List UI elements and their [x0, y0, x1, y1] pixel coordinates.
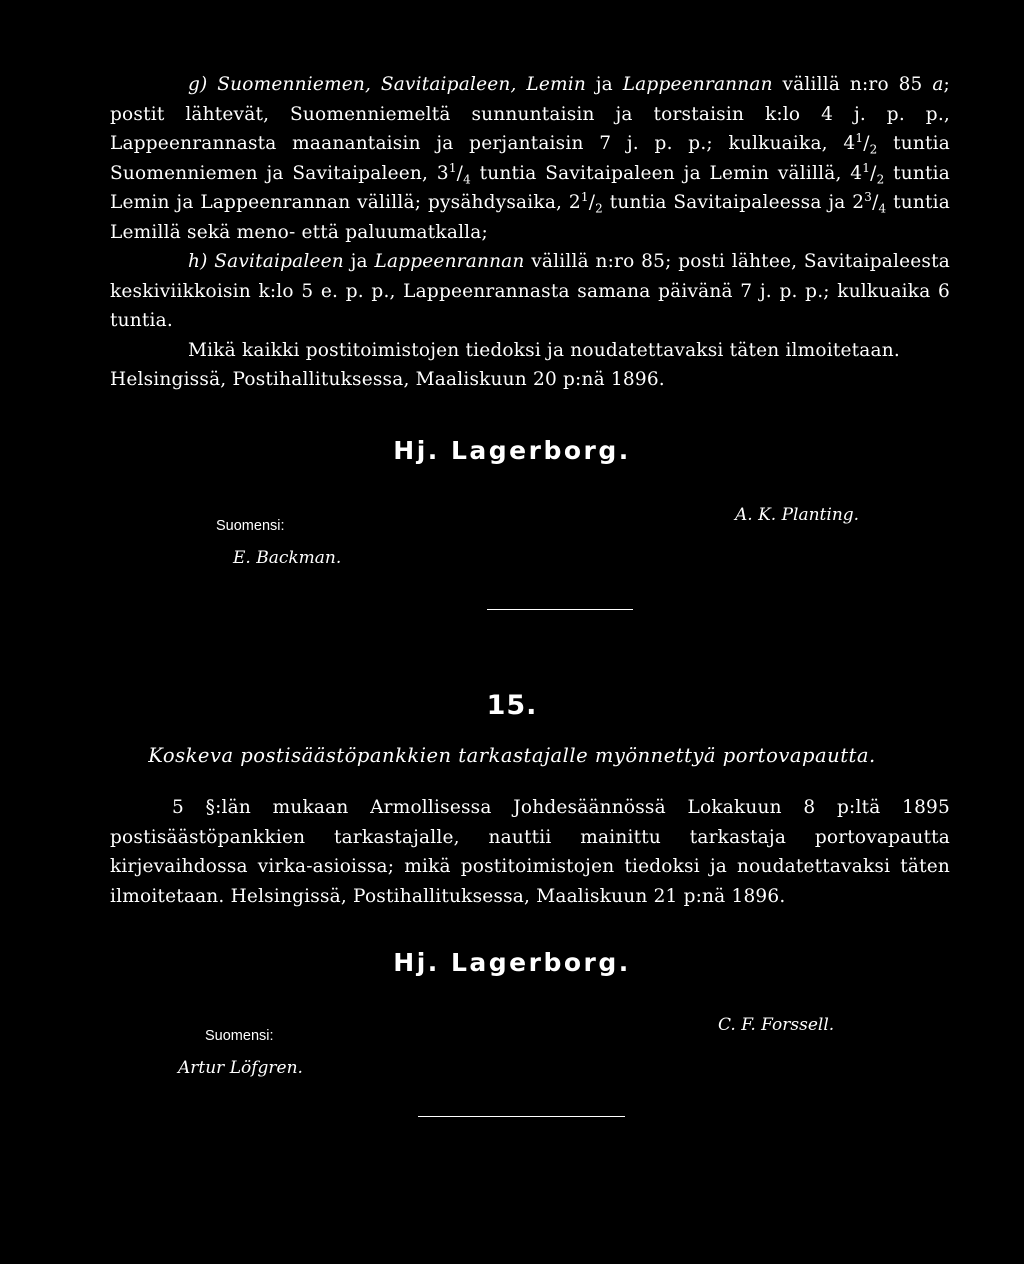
signature-lagerborg-2: Hj. Lagerborg. [393, 948, 631, 977]
section-g-label: g) [188, 74, 208, 95]
cosigner-name-2: C. F. Forssell. [718, 1015, 835, 1035]
section-h-route-start: Savitaipaleen [214, 251, 344, 272]
section-heading: Koskeva postisäästöpankkien tarkastajalle myönnettyä portovapautta. [148, 744, 876, 767]
section-g-text: ja [585, 74, 623, 95]
translator-name-1: E. Backman. [233, 548, 342, 568]
section-15-paragraph: 5 §:län mukaan Armollisessa Johdesäännössä Lokakuun 8 p:ltä 1895 postisäästöpankkien tarkastajalle, nauttii mainittu tarkastaja portovapautta kirjevaihdossa virka-asioissa; mikä postitoimistojen tiedoksi ja noudatettavaksi täten ilmoitetaan. Helsingissä, Postihallituksessa, Maaliskuun 21 p:nä 1896. [110, 797, 950, 907]
section-g-route-end: Lappeenrannan [622, 74, 773, 95]
separator-rule-1 [487, 609, 633, 610]
section-g-text: tuntia Suomenniemen ja Savitaipaleen, 3 [110, 133, 950, 184]
section-h-paragraph [110, 247, 950, 336]
separator-rule-2 [418, 1116, 625, 1117]
fraction-denominator: 4 [463, 172, 471, 187]
fraction-denominator: 2 [869, 142, 878, 157]
translator-label-2: Suomensi: [205, 1028, 274, 1044]
translator-label-1: Suomensi: [216, 518, 285, 534]
section-h-label: h) [188, 251, 208, 272]
section-15-body [110, 793, 950, 911]
fraction-numerator: 1 [448, 160, 457, 175]
section-g-text: tuntia Savitaipaleessa ja 2 [603, 192, 865, 213]
section-g-text: tuntia Lemin ja Lappeenrannan välillä; pysähdysaika, 2 [110, 162, 950, 213]
section-g-text: tuntia Savitaipaleen ja Lemin välillä, 4 [470, 162, 863, 184]
document-page [110, 70, 950, 395]
section-g-routes: Suomenniemen, Savitaipaleen, Lemin [217, 74, 586, 95]
section-h-text: välillä n:ro 85; posti lähtee, Savitaipaleesta keskiviikkoisin k:lo 5 e. p. p., Lappeenrannasta samana päivänä 7 j. p. p.; kulkuaika 6 tuntia. [110, 251, 950, 331]
section-g-text: ; postit lähtevät, Suomenniemeltä sunnuntaisin ja torstaisin k:lo 4 j. p. p., Lappeenrannasta maanantaisin ja perjantaisin 7 j. p. p.; kulkuaika, 4 [110, 74, 950, 154]
section-g-text: välillä n:ro 85 [772, 74, 933, 95]
fraction-denominator: 2 [595, 201, 603, 216]
fraction-denominator: 2 [876, 172, 885, 187]
section-g-route-letter: a [932, 74, 944, 95]
section-g-text: tuntia Lemillä sekä meno- että paluumatkalla; [110, 192, 950, 243]
fraction-denominator: 4 [878, 201, 887, 216]
fraction-numerator: 1 [855, 130, 864, 145]
signature-lagerborg-1: Hj. Lagerborg. [393, 436, 631, 465]
fraction-numerator: 1 [580, 189, 589, 204]
cosigner-name-1: A. K. Planting. [735, 505, 860, 525]
notice-line: Mikä kaikki postitoimistojen tiedoksi ja noudatettavaksi täten ilmoitetaan. [188, 339, 900, 361]
section-h-route-end: Lappeenrannan [374, 251, 525, 272]
section-number: 15. [486, 690, 538, 721]
section-h-text: ja [343, 251, 375, 272]
section-g-paragraph: g) Suomenniemen, Savitaipaleen, Lemin ja Lappeenrannan välillä n:ro 85 a; postit lähtevät, Suomenniemeltä sunnuntaisin ja torstaisin k:lo 4 j. p. p., Lappeenrannasta maanantaisin ja perjantaisin 7 j. p. p.; kulkuaika, $4^1/_2$ tuntia Suomenniemen ja Savitaipaleen, $3^1/_4$ tuntia Savitaipaleen ja Lemin välillä, $4^1/_2$ tuntia Lemin ja Lappeenrannan välillä; pysähdysaika, $2^1/_2$ tuntia Savitaipaleessa ja $2^3/_4$ tuntia Lemillä sekä meno- että paluumatkalla; [110, 74, 950, 243]
fraction-numerator: 3 [864, 189, 873, 204]
fraction-numerator: 1 [862, 160, 871, 175]
place-date-line: Helsingissä, Postihallituksessa, Maaliskuun 20 p:nä 1896. [110, 369, 665, 390]
translator-name-2: Artur Löfgren. [178, 1058, 303, 1078]
